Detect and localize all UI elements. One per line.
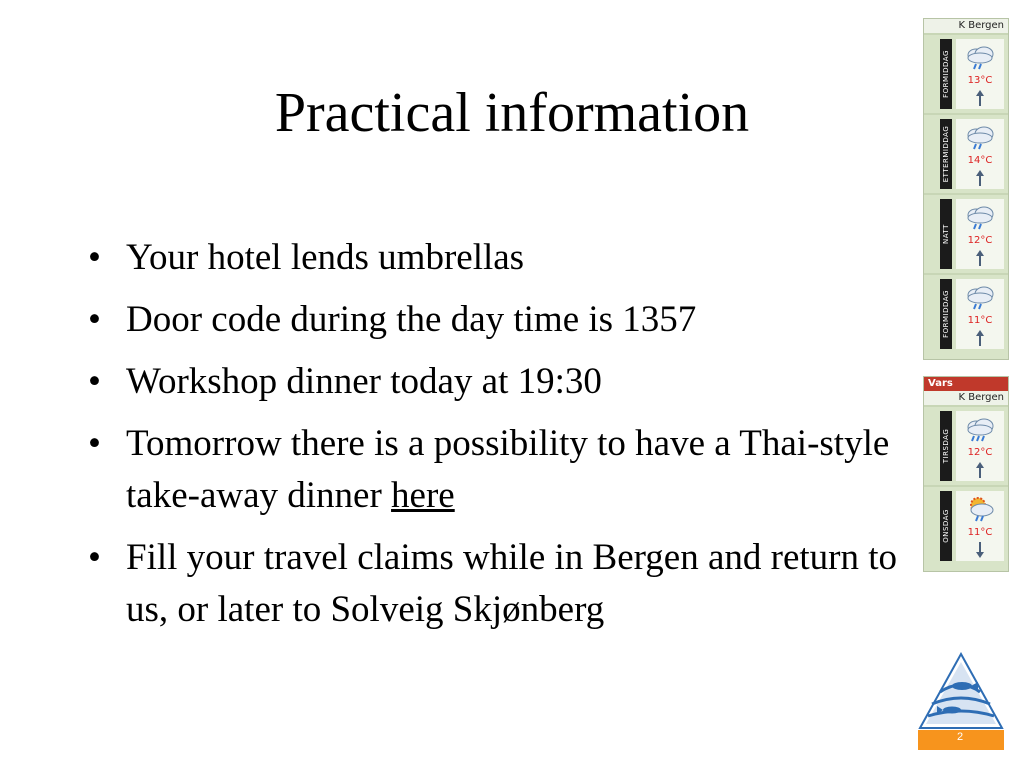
bullet-item <box>88 532 928 636</box>
here-link[interactable]: here <box>391 475 455 516</box>
period-label: FORMIDDAG <box>940 279 952 349</box>
rain-cloud-icon <box>964 203 996 231</box>
weather-location: K Bergen <box>924 19 1008 33</box>
bullet-item <box>88 418 928 522</box>
rain-cloud-icon <box>964 415 996 443</box>
institute-logo <box>918 652 1004 732</box>
weather-cell <box>956 279 1004 349</box>
period-label: FORMIDDAG <box>940 39 952 109</box>
day-label: TIRSDAG <box>940 411 952 481</box>
wind-arrow-up-icon <box>974 249 986 267</box>
temperature: 12°C <box>967 235 993 246</box>
bullet-text: Fill your travel claims while in Bergen and return to us, or later to Solveig Skjønberg <box>126 537 898 630</box>
bullet-text: Tomorrow there is a possibility to have a Thai-style take-away dinner <box>126 423 890 516</box>
page-number: 2 <box>956 731 964 743</box>
wind-arrow-up-icon <box>974 89 986 107</box>
wind-arrow-up-icon <box>974 169 986 187</box>
rain-cloud-icon <box>964 43 996 71</box>
rain-cloud-icon <box>964 283 996 311</box>
weather-cell <box>956 199 1004 269</box>
bullet-item <box>88 232 928 284</box>
day-label: ONSDAG <box>940 491 952 561</box>
wind-arrow-down-icon <box>974 541 986 559</box>
temperature: 11°C <box>967 527 993 538</box>
weather-row <box>924 485 1008 565</box>
bullet-icon: • <box>88 237 101 278</box>
bullet-icon: • <box>88 361 101 402</box>
wind-arrow-up-icon <box>974 329 986 347</box>
weather-row <box>924 113 1008 193</box>
weather-row <box>924 193 1008 273</box>
bullet-icon: • <box>88 299 101 340</box>
weather-row <box>924 405 1008 485</box>
wind-arrow-up-icon <box>974 461 986 479</box>
weather-location: K Bergen <box>924 391 1008 405</box>
weather-cell <box>956 119 1004 189</box>
bullet-item <box>88 294 928 346</box>
bullet-text: Your hotel lends umbrellas <box>126 237 525 278</box>
temperature: 13°C <box>967 75 993 86</box>
bullet-icon: • <box>88 537 101 578</box>
temperature: 14°C <box>967 155 993 166</box>
weather-cell <box>956 411 1004 481</box>
forecast-header: Vars <box>924 377 1008 391</box>
weather-cell <box>956 39 1004 109</box>
bullet-text: Workshop dinner today at 19:30 <box>126 361 602 402</box>
weather-widget-today[interactable] <box>923 18 1009 360</box>
bullet-item <box>88 356 928 408</box>
slide-title: Practical information <box>274 82 750 144</box>
temperature: 11°C <box>967 315 993 326</box>
period-label: ETTERMIDDAG <box>940 119 952 189</box>
bullet-list <box>88 232 928 646</box>
period-label: NATT <box>940 199 952 269</box>
rain-cloud-icon <box>964 123 996 151</box>
temperature: 12°C <box>967 447 993 458</box>
bullet-text: Door code during the day time is 1357 <box>126 299 697 340</box>
weather-row <box>924 273 1008 353</box>
weather-widget-forecast[interactable] <box>923 376 1009 572</box>
bullet-icon: • <box>88 423 101 464</box>
weather-row <box>924 33 1008 113</box>
sun-rain-cloud-icon <box>964 495 996 523</box>
weather-cell <box>956 491 1004 561</box>
